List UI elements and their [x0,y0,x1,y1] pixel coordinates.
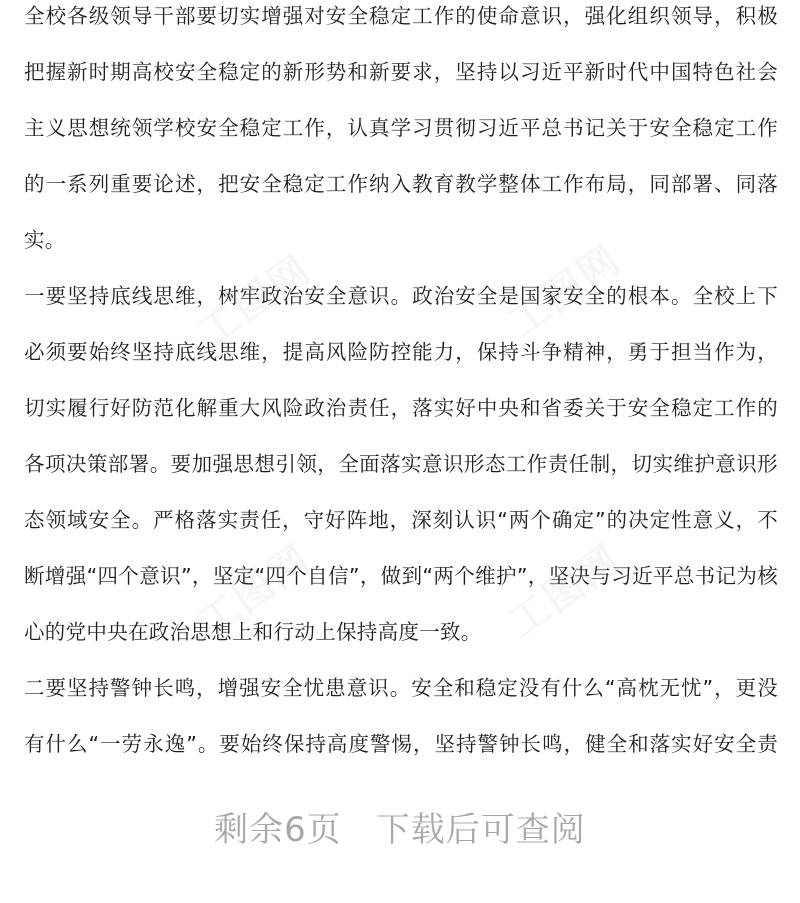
text-line: 心的党中央在政治思想上和行动上保持高度一致。 [24,620,482,644]
text-line: 必须要始终坚持底线思维，提高风险防控能力，保持斗争精神，勇于担当作为， [24,340,778,364]
text-line: 全校各级领导干部要切实增强对安全稳定工作的使命意识，强化组织领导，积极 [24,4,778,28]
text-line: 各项决策部署。要加强思想引领，全面落实意识形态工作责任制，切实维护意识形 [24,452,778,476]
download-to-view-label: 下载后可查阅 [375,810,586,850]
remaining-pages-label: 剩余6页 [214,810,342,850]
text-line: 切实履行好防范化解重大风险政治责任，落实好中央和省委关于安全稳定工作的 [24,396,778,420]
text-line: 断增强“四个意识”，坚定“四个自信”，做到“两个维护”，坚决与习近平总书记为核 [24,564,778,588]
text-line: 的一系列重要论述，把安全稳定工作纳入教育教学整体工作布局，同部署、同落 [24,172,778,196]
text-line: 实。 [24,228,66,252]
download-prompt[interactable] [0,790,800,870]
text-line: 主义思想统领学校安全稳定工作，认真学习贯彻习近平总书记关于安全稳定工作 [24,116,778,140]
text-line: 一要坚持底线思维，树牢政治安全意识。政治安全是国家安全的根本。全校上下 [24,284,778,308]
text-line: 二要坚持警钟长鸣，增强安全忧患意识。安全和稳定没有什么“高枕无忧”，更没 [24,676,778,700]
text-line: 有什么“一劳永逸”。要始终保持高度警惕，坚持警钟长鸣，健全和落实好安全责 [24,732,778,756]
text-line: 把握新时期高校安全稳定的新形势和新要求，坚持以习近平新时代中国特色社会 [24,60,778,84]
text-line: 态领域安全。严格落实责任，守好阵地，深刻认识“两个确定”的决定性意义，不 [24,508,778,532]
